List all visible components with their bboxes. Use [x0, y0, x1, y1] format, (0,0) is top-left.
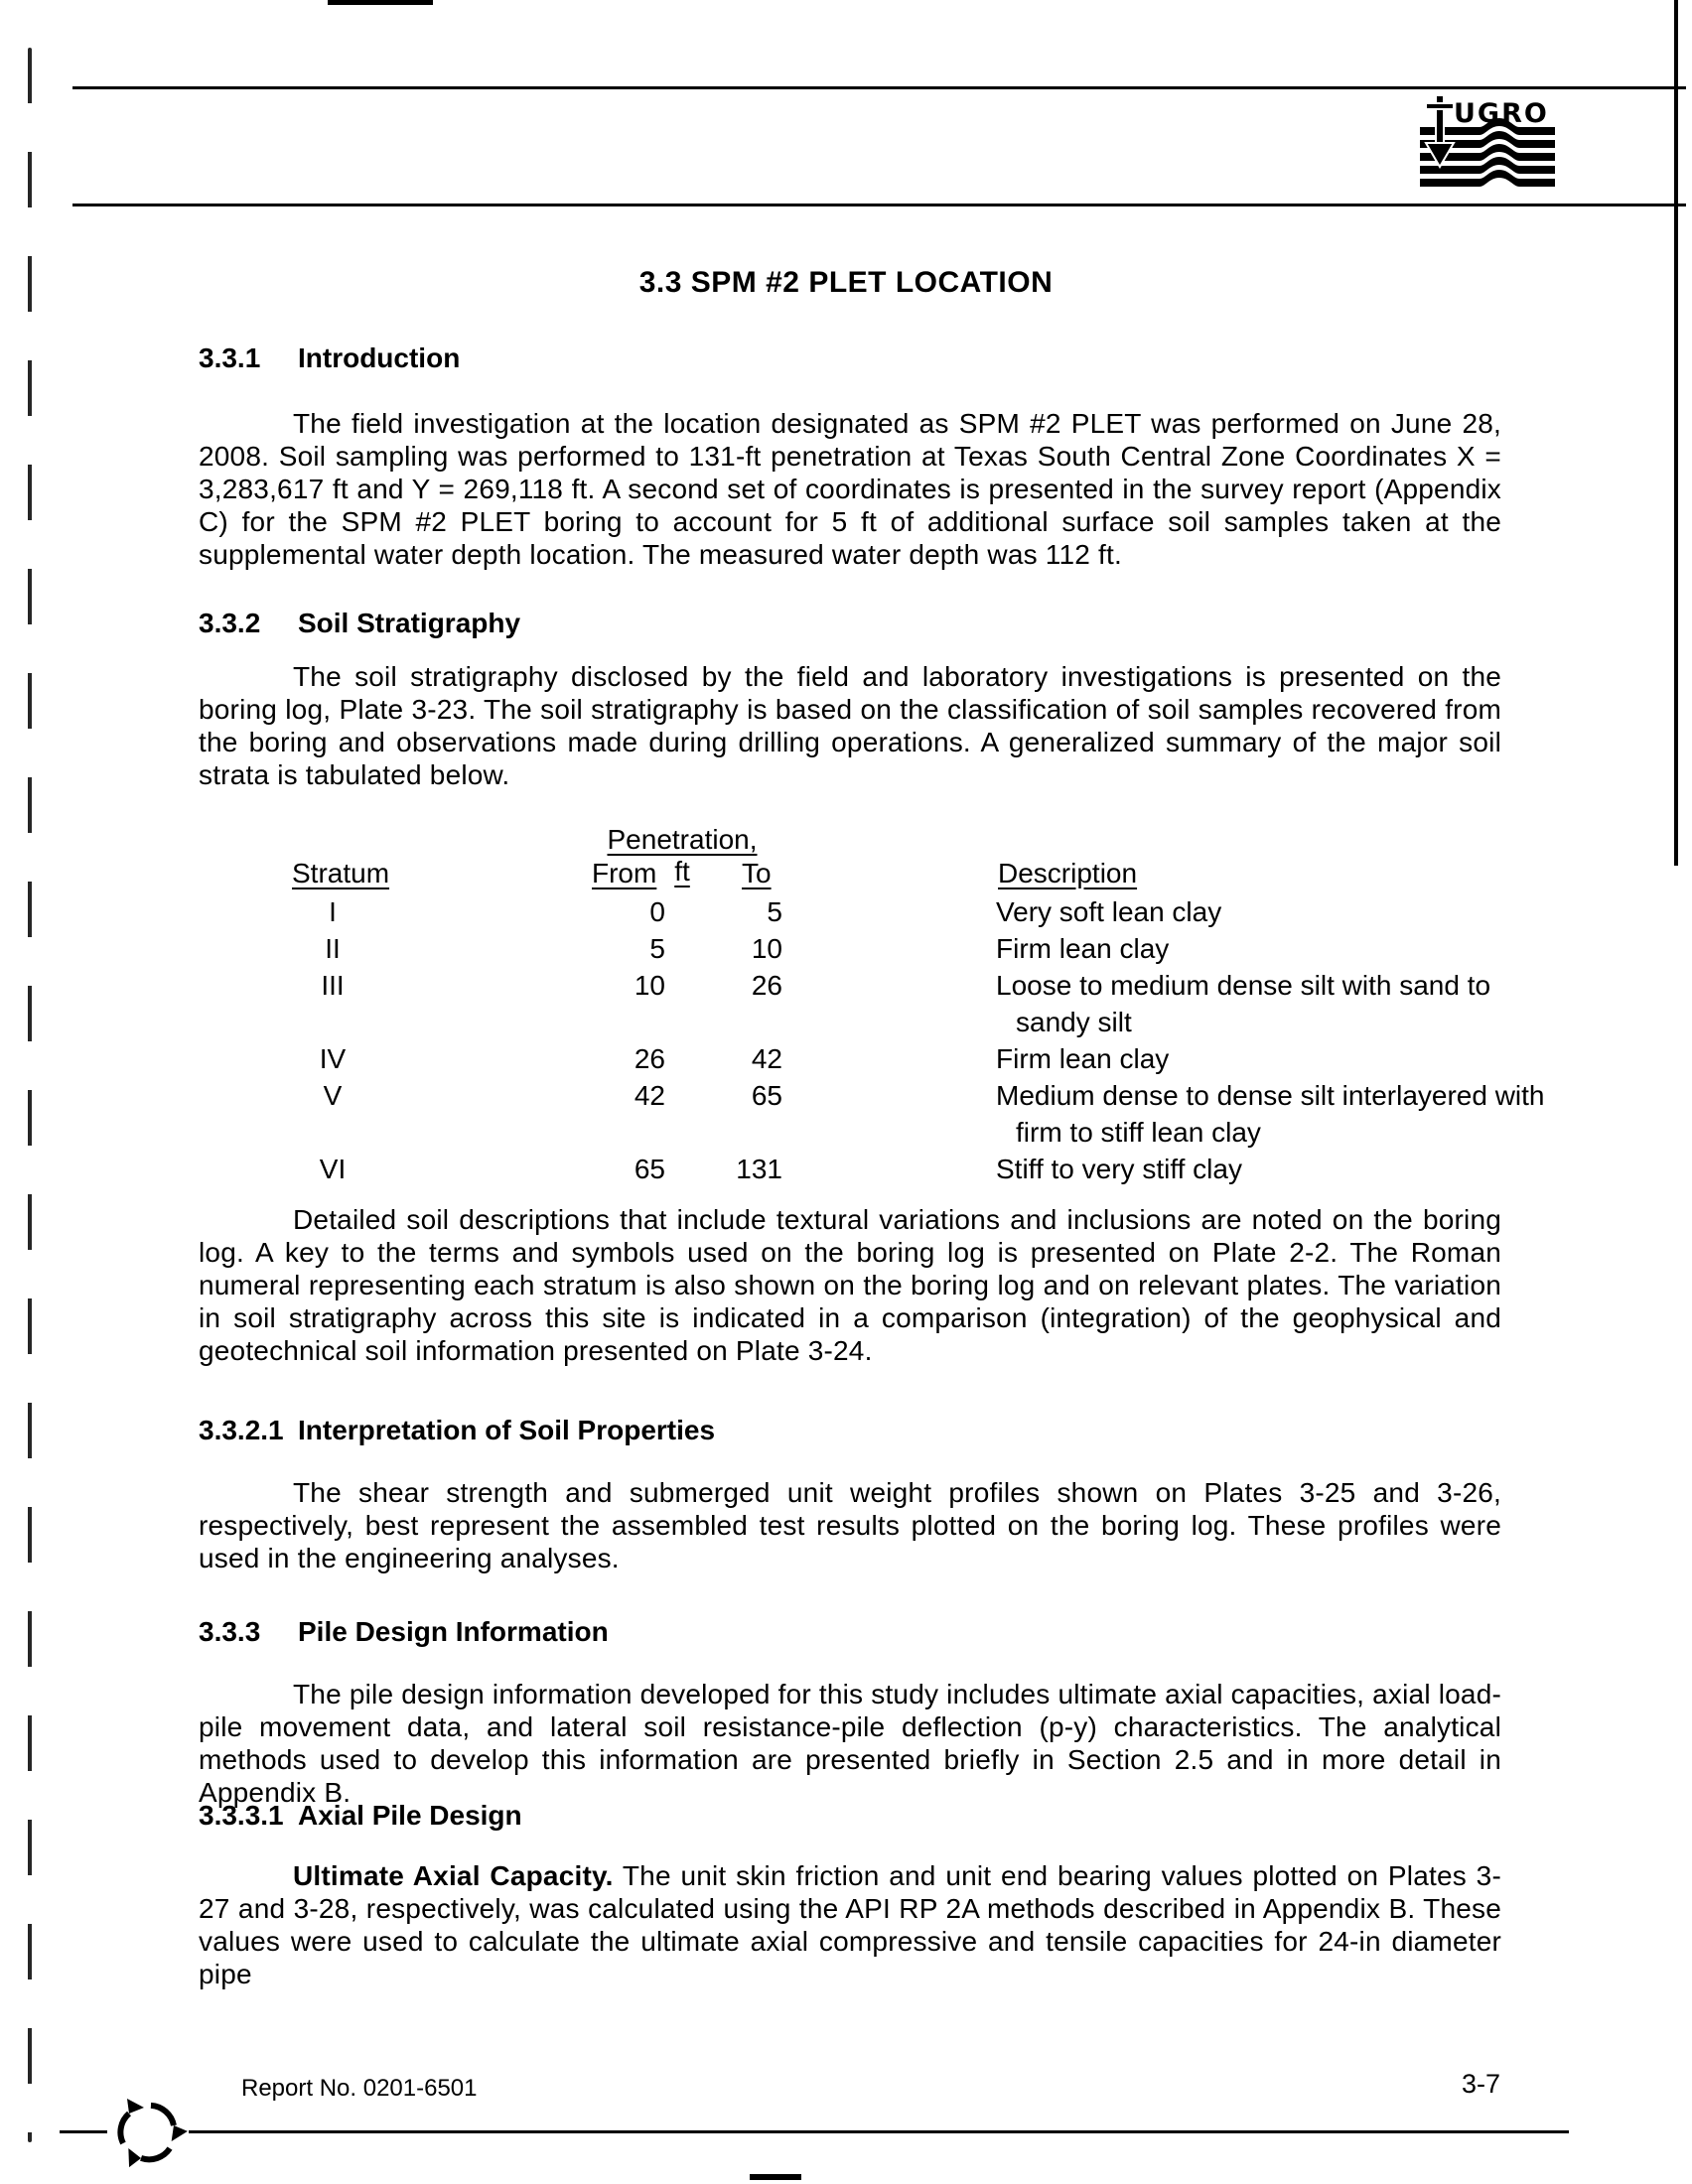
from-cell: 0: [649, 896, 665, 927]
to-cell: 10: [751, 933, 782, 964]
paragraph-soil-stratigraphy: The soil stratigraphy disclosed by the field and laboratory investigations is presented on the boring log, Plate 3-23. The soil stratigraphy is based on the classification of soil samples recovered from the boring and observations made during drilling operations. A generalized summary of the major soil strata is tabulated below.: [199, 661, 1501, 790]
header-rule-top: [72, 86, 1686, 89]
paragraph-pile-design: The pile design information developed for this study includes ultimate axial capacities, axial load-pile movement data, and lateral soil resistance-pile deflection (p-y) characteristics. The analytical methods used to develop this information are presented briefly in Section 2.5 and in more detail in Appendix B.: [199, 1679, 1501, 1808]
column-header-description: Description: [998, 858, 1138, 888]
stratum-cell: II: [325, 933, 341, 964]
heading-label: Interpretation of Soil Properties: [298, 1415, 716, 1445]
heading-label: Pile Design Information: [298, 1616, 609, 1647]
strata-table-body: [248, 893, 1569, 1187]
column-header-stratum: Stratum: [292, 858, 390, 888]
table-row: [248, 1077, 1569, 1151]
description-cell: Very soft lean clay: [996, 896, 1222, 927]
description-cell: Medium dense to dense silt interlayered with firm to stiff lean clay: [996, 1080, 1545, 1148]
recycle-symbol: [107, 2093, 189, 2172]
page-number: 3-7: [1462, 2069, 1501, 2099]
heading-3-3-2-1: [199, 1415, 715, 1446]
from-cell: 5: [649, 933, 665, 964]
heading-label: Axial Pile Design: [298, 1800, 522, 1831]
heading-label: Introduction: [298, 342, 461, 373]
column-header-from: From: [592, 858, 657, 888]
table-row: [248, 930, 1569, 967]
paragraph-introduction: The field investigation at the location designated as SPM #2 PLET was performed on June 28, 2008. Soil sampling was performed to 131-ft penetration at Texas South Central Zone Coordinates X = 3,283,617 ft and Y = 269,118 ft. A second set of coordinates is presented in the survey report (Appendix C) for the SPM #2 PLET boring to account for 5 ft of additional surface soil samples taken at the supplemental water depth location. The measured water depth was 112 ft.: [199, 408, 1501, 570]
paragraph-soil-properties: The shear strength and submerged unit weight profiles shown on Plates 3-25 and 3-26, respectively, best represent the assembled test results plotted on the boring log. These profiles were used in the engineering analyses.: [199, 1477, 1501, 1573]
heading-number: 3.3.2.1: [199, 1415, 284, 1445]
footer-rule: [60, 2130, 1569, 2133]
description-cell: Loose to medium dense silt with sand to sandy silt: [996, 970, 1491, 1037]
penetration-span-header: Penetration, ft: [607, 824, 758, 887]
scan-top-mark: [328, 0, 433, 5]
to-cell: 131: [736, 1154, 782, 1184]
stratum-cell: III: [321, 970, 345, 1001]
stratum-cell: V: [323, 1080, 343, 1111]
scan-bottom-mark: [750, 2174, 801, 2180]
description-cell: Firm lean clay: [996, 1043, 1170, 1074]
from-cell: 42: [634, 1080, 665, 1111]
paragraph-lead-bold: Ultimate Axial Capacity.: [293, 1860, 614, 1891]
page-title: 3.3 SPM #2 PLET LOCATION: [638, 266, 1054, 299]
table-row: [248, 893, 1569, 930]
fugro-logo-icon: [1414, 93, 1561, 189]
report-number: Report No. 0201-6501: [241, 2075, 478, 2102]
heading-3-3-3-1: [199, 1800, 522, 1832]
table-row: [248, 1151, 1569, 1187]
to-cell: 5: [767, 896, 782, 927]
description-cell: Firm lean clay: [996, 933, 1170, 964]
binding-marks: [28, 48, 32, 2142]
logo-text: UGRO: [1454, 98, 1549, 129]
column-header-to: To: [742, 858, 772, 888]
from-cell: 26: [634, 1043, 665, 1074]
to-cell: 42: [751, 1043, 782, 1074]
paragraph-axial-capacity: [199, 1859, 1501, 1990]
header-rule-bottom: [72, 204, 1686, 206]
table-row: [248, 967, 1569, 1040]
stratum-cell: IV: [319, 1043, 347, 1074]
heading-number: 3.3.3: [199, 1616, 261, 1647]
scan-edge-line: [1674, 0, 1678, 866]
heading-number: 3.3.3.1: [199, 1800, 284, 1831]
from-cell: 65: [634, 1154, 665, 1184]
table-row: [248, 1040, 1569, 1077]
heading-number: 3.3.2: [199, 608, 261, 638]
to-cell: 26: [751, 970, 782, 1001]
from-cell: 10: [634, 970, 665, 1001]
fugro-logo: [1414, 93, 1561, 189]
stratum-cell: I: [329, 896, 337, 927]
heading-3-3-3: [199, 1616, 609, 1648]
recycle-icon: [107, 2093, 189, 2172]
heading-label: Soil Stratigraphy: [298, 608, 521, 638]
heading-3-3-1: [199, 342, 460, 374]
description-cell: Stiff to very stiff clay: [996, 1154, 1242, 1184]
paragraph-rest: The unit skin friction and unit end bearing values plotted on Plates 3-27 and 3-28, respectively, was calculated using the API RP 2A methods described in Appendix B. These values were used to calculate the ultimate axial compressive and tensile capacities for 24-in diameter pipe: [199, 1860, 1501, 1989]
paragraph-boring-log: Detailed soil descriptions that include textural variations and inclusions are noted on the boring log. A key to the terms and symbols used on the boring log is presented on Plate 2-2. The Roman numeral representing each stratum is also shown on the boring log and on relevant plates. The variation in soil stratigraphy across this site is indicated in a comparison (integration) of the geophysical and geotechnical soil information presented on Plate 3-24.: [199, 1204, 1501, 1366]
stratum-cell: VI: [319, 1154, 347, 1184]
heading-number: 3.3.1: [199, 342, 261, 373]
to-cell: 65: [751, 1080, 782, 1111]
heading-3-3-2: [199, 608, 520, 639]
